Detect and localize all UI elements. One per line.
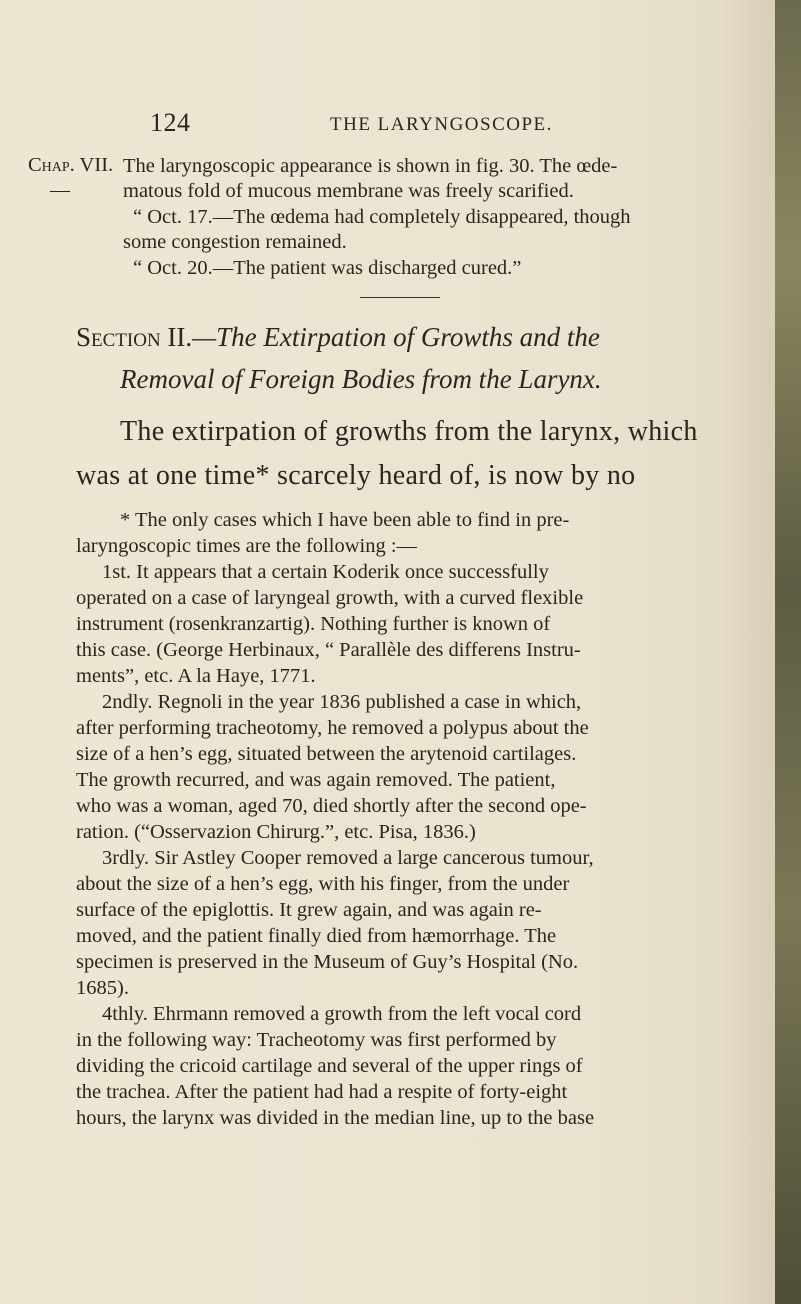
footnote-line: * The only cases which I have been able to find in pre-	[120, 509, 570, 531]
page-edge-shadow	[775, 0, 801, 1304]
footnote-line: 4thly. Ehrmann removed a growth from the left vocal cord	[102, 1003, 582, 1025]
footnote-line: ration. (“Osservazion Chirurg.”, etc. Pisa, 1836.)	[76, 821, 476, 843]
footnote-line: 3rdly. Sir Astley Cooper removed a large cancerous tumour,	[102, 847, 594, 869]
footnote-line: about the size of a hen’s egg, with his finger, from the under	[76, 873, 570, 895]
body-line: The laryngoscopic appearance is shown in fig. 30. The œde-	[123, 155, 618, 177]
section-label: Section II.	[76, 322, 193, 352]
chapter-marker: Chap. VII.	[28, 154, 114, 176]
footnote-line: specimen is preserved in the Museum of Guy’s Hospital (No.	[76, 951, 579, 973]
footnote-line: operated on a case of laryngeal growth, with a curved flexible	[76, 587, 584, 609]
footnote-line: laryngoscopic times are the following :—	[76, 535, 418, 557]
section-title-line-1: —The Extirpation of Growths and the	[192, 322, 600, 352]
footnote-line: in the following way: Tracheotomy was first performed by	[76, 1029, 557, 1051]
footnote-line: The growth recurred, and was again removed. The patient,	[76, 769, 556, 791]
body-line: “ Oct. 17.—The œdema had completely disappeared, though	[133, 206, 631, 228]
section-title-line-2: Removal of Foreign Bodies from the Larynx.	[120, 364, 602, 394]
page-number: 124	[150, 108, 191, 137]
footnote-line: moved, and the patient finally died from hæmorrhage. The	[76, 925, 557, 947]
body-line: “ Oct. 20.—The patient was discharged cured.”	[133, 257, 522, 279]
paragraph-line: was at one time* scarcely heard of, is now by no	[76, 460, 636, 491]
body-line: some congestion remained.	[123, 231, 347, 253]
footnote-line: dividing the cricoid cartilage and several of the upper rings of	[76, 1055, 583, 1077]
running-header	[0, 108, 801, 138]
paragraph-line: The extirpation of growths from the larynx, which	[120, 416, 698, 447]
footnote-line: 1st. It appears that a certain Koderik once successfully	[102, 561, 549, 583]
footnote-line: 1685).	[76, 977, 129, 999]
footnote-line: the trachea. After the patient had had a respite of forty-eight	[76, 1081, 568, 1103]
footnote-line: ments”, etc. A la Haye, 1771.	[76, 665, 316, 687]
section-divider	[360, 297, 440, 298]
running-title: THE LARYNGOSCOPE.	[330, 114, 553, 135]
body-line: matous fold of mucous membrane was freely scarified.	[123, 180, 574, 202]
footnote-line: 2ndly. Regnoli in the year 1836 published a case in which,	[102, 691, 582, 713]
margin-dash: —	[50, 179, 70, 201]
footnote-line: surface of the epiglottis. It grew again, and was again re-	[76, 899, 542, 921]
footnote-line: who was a woman, aged 70, died shortly after the second ope-	[76, 795, 587, 817]
footnote-line: hours, the larynx was divided in the median line, up to the base	[76, 1107, 595, 1129]
footnote-line: after performing tracheotomy, he removed a polypus about the	[76, 717, 589, 739]
footnote-line: this case. (George Herbinaux, “ Parallèle des differens Instru-	[76, 639, 581, 661]
footnote-line: size of a hen’s egg, situated between the arytenoid cartilages.	[76, 743, 577, 765]
footnote-line: instrument (rosenkranzartig). Nothing further is known of	[76, 613, 551, 635]
